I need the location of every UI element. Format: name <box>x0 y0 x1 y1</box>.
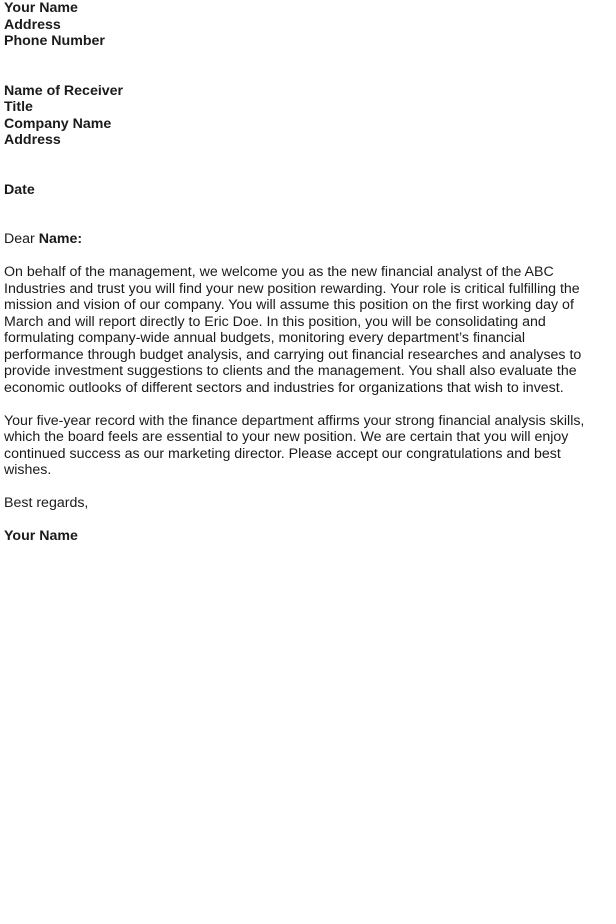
paragraph-line: wishes. <box>4 462 52 478</box>
receiver-name: Name of Receiver <box>4 82 124 99</box>
signature-name: Your Name <box>4 528 78 544</box>
paragraph-line: mission and vision of our company. You will assume this position on the first working day of <box>4 297 574 313</box>
paragraph-line: On behalf of the management, we welcome you as the new financial analyst of the ABC <box>4 264 554 280</box>
paragraph-line: continued success as our marketing director. Please accept our congratulations and best <box>4 445 561 462</box>
paragraph-line: March and will report directly to Eric Doe. In this position, you will be consolidating and <box>4 313 546 330</box>
sender-address: Address <box>4 16 61 33</box>
closing: Best regards, <box>4 495 89 511</box>
paragraph-line: Your five-year record with the finance department affirms your strong financial analysis skills, <box>4 412 585 429</box>
sender-name: Your Name <box>4 0 78 16</box>
paragraph-line: performance through budget analysis, and carrying out financial researches and analyses to <box>4 346 582 363</box>
salutation-prefix: Dear <box>4 231 39 247</box>
paragraph-line: economic outlooks of different sectors and industries for organizations that wish to invest. <box>4 379 564 396</box>
salutation-name: Name: <box>38 231 83 247</box>
paragraph-line: formulating company-wide annual budgets, monitoring every department’s financial <box>4 330 526 346</box>
paragraph-line: which the board feels are essential to your new position. We are certain that you will enjoy <box>4 429 569 445</box>
salutation <box>4 231 610 248</box>
receiver-block <box>4 83 610 149</box>
sender-block <box>4 0 610 50</box>
body-paragraph-2 <box>4 413 610 479</box>
letter-page <box>4 0 610 545</box>
letter-date: Date <box>4 181 35 198</box>
receiver-company: Company Name <box>4 115 112 132</box>
receiver-address: Address <box>4 132 61 148</box>
paragraph-line: Industries and trust you will find your new position rewarding. Your role is critical fulfilling the <box>4 280 580 297</box>
body-paragraph-1 <box>4 264 610 396</box>
sender-phone: Phone Number <box>4 33 105 49</box>
receiver-title: Title <box>4 99 33 115</box>
paragraph-line: provide investment suggestions to clients and the management. You shall also evaluate the <box>4 363 577 379</box>
